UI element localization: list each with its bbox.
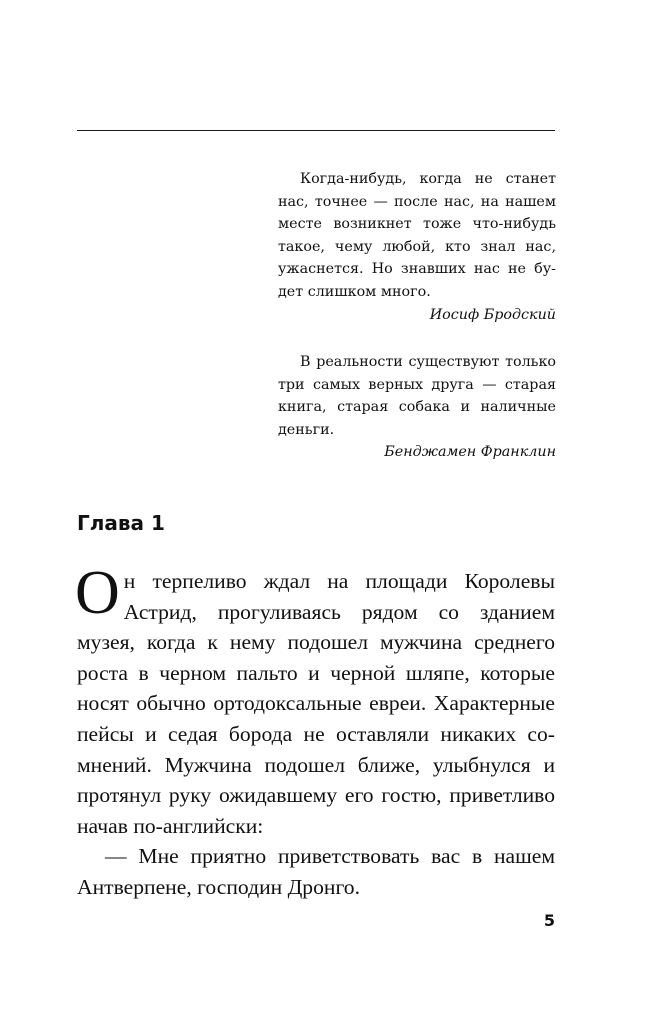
epigraph-brodsky [278, 168, 556, 326]
epigraph-author: Иосиф Бродский [429, 306, 556, 323]
first-paragraph-text: н терпеливо ждал на площади Королевы Астрид, прогуливаясь рядом со зданием музея, когда к нему подошел мужчина среднего роста в черном пальто и черной шляпе, которые носят обычно ортодоксальные евреи. Характерные пейсы и седая борода не оставляли никаких сомнений. Мужчина подошел ближе, улыбнулся и протянул руку ожидавшему его гостю, приветливо начав по-английски: [77, 569, 555, 838]
first-paragraph [75, 559, 555, 841]
epigraph-author: Бенджамен Франклин [384, 444, 556, 461]
drop-cap: О [75, 559, 120, 627]
epigraph-text: Когда-нибудь, когда не станет нас, точнее — после нас, на нашем месте возникнет тоже что-нибудь такое, чему любой, кто знал нас, ужаснется. Но знавших нас не будет слишком много. [278, 171, 556, 300]
chapter-title: Глава 1 [77, 511, 165, 535]
epigraph-text: В реальности существуют только три самых верных друга — старая книга, старая собака и наличные деньги. [278, 354, 556, 438]
chapter-body [75, 559, 555, 903]
dialogue-paragraph: — Мне приятно приветствовать вас в нашем Антверпене, господин Дронго. [77, 844, 555, 899]
epigraph-franklin [278, 351, 556, 464]
header-rule [77, 130, 555, 131]
page-number: 5 [543, 911, 555, 930]
